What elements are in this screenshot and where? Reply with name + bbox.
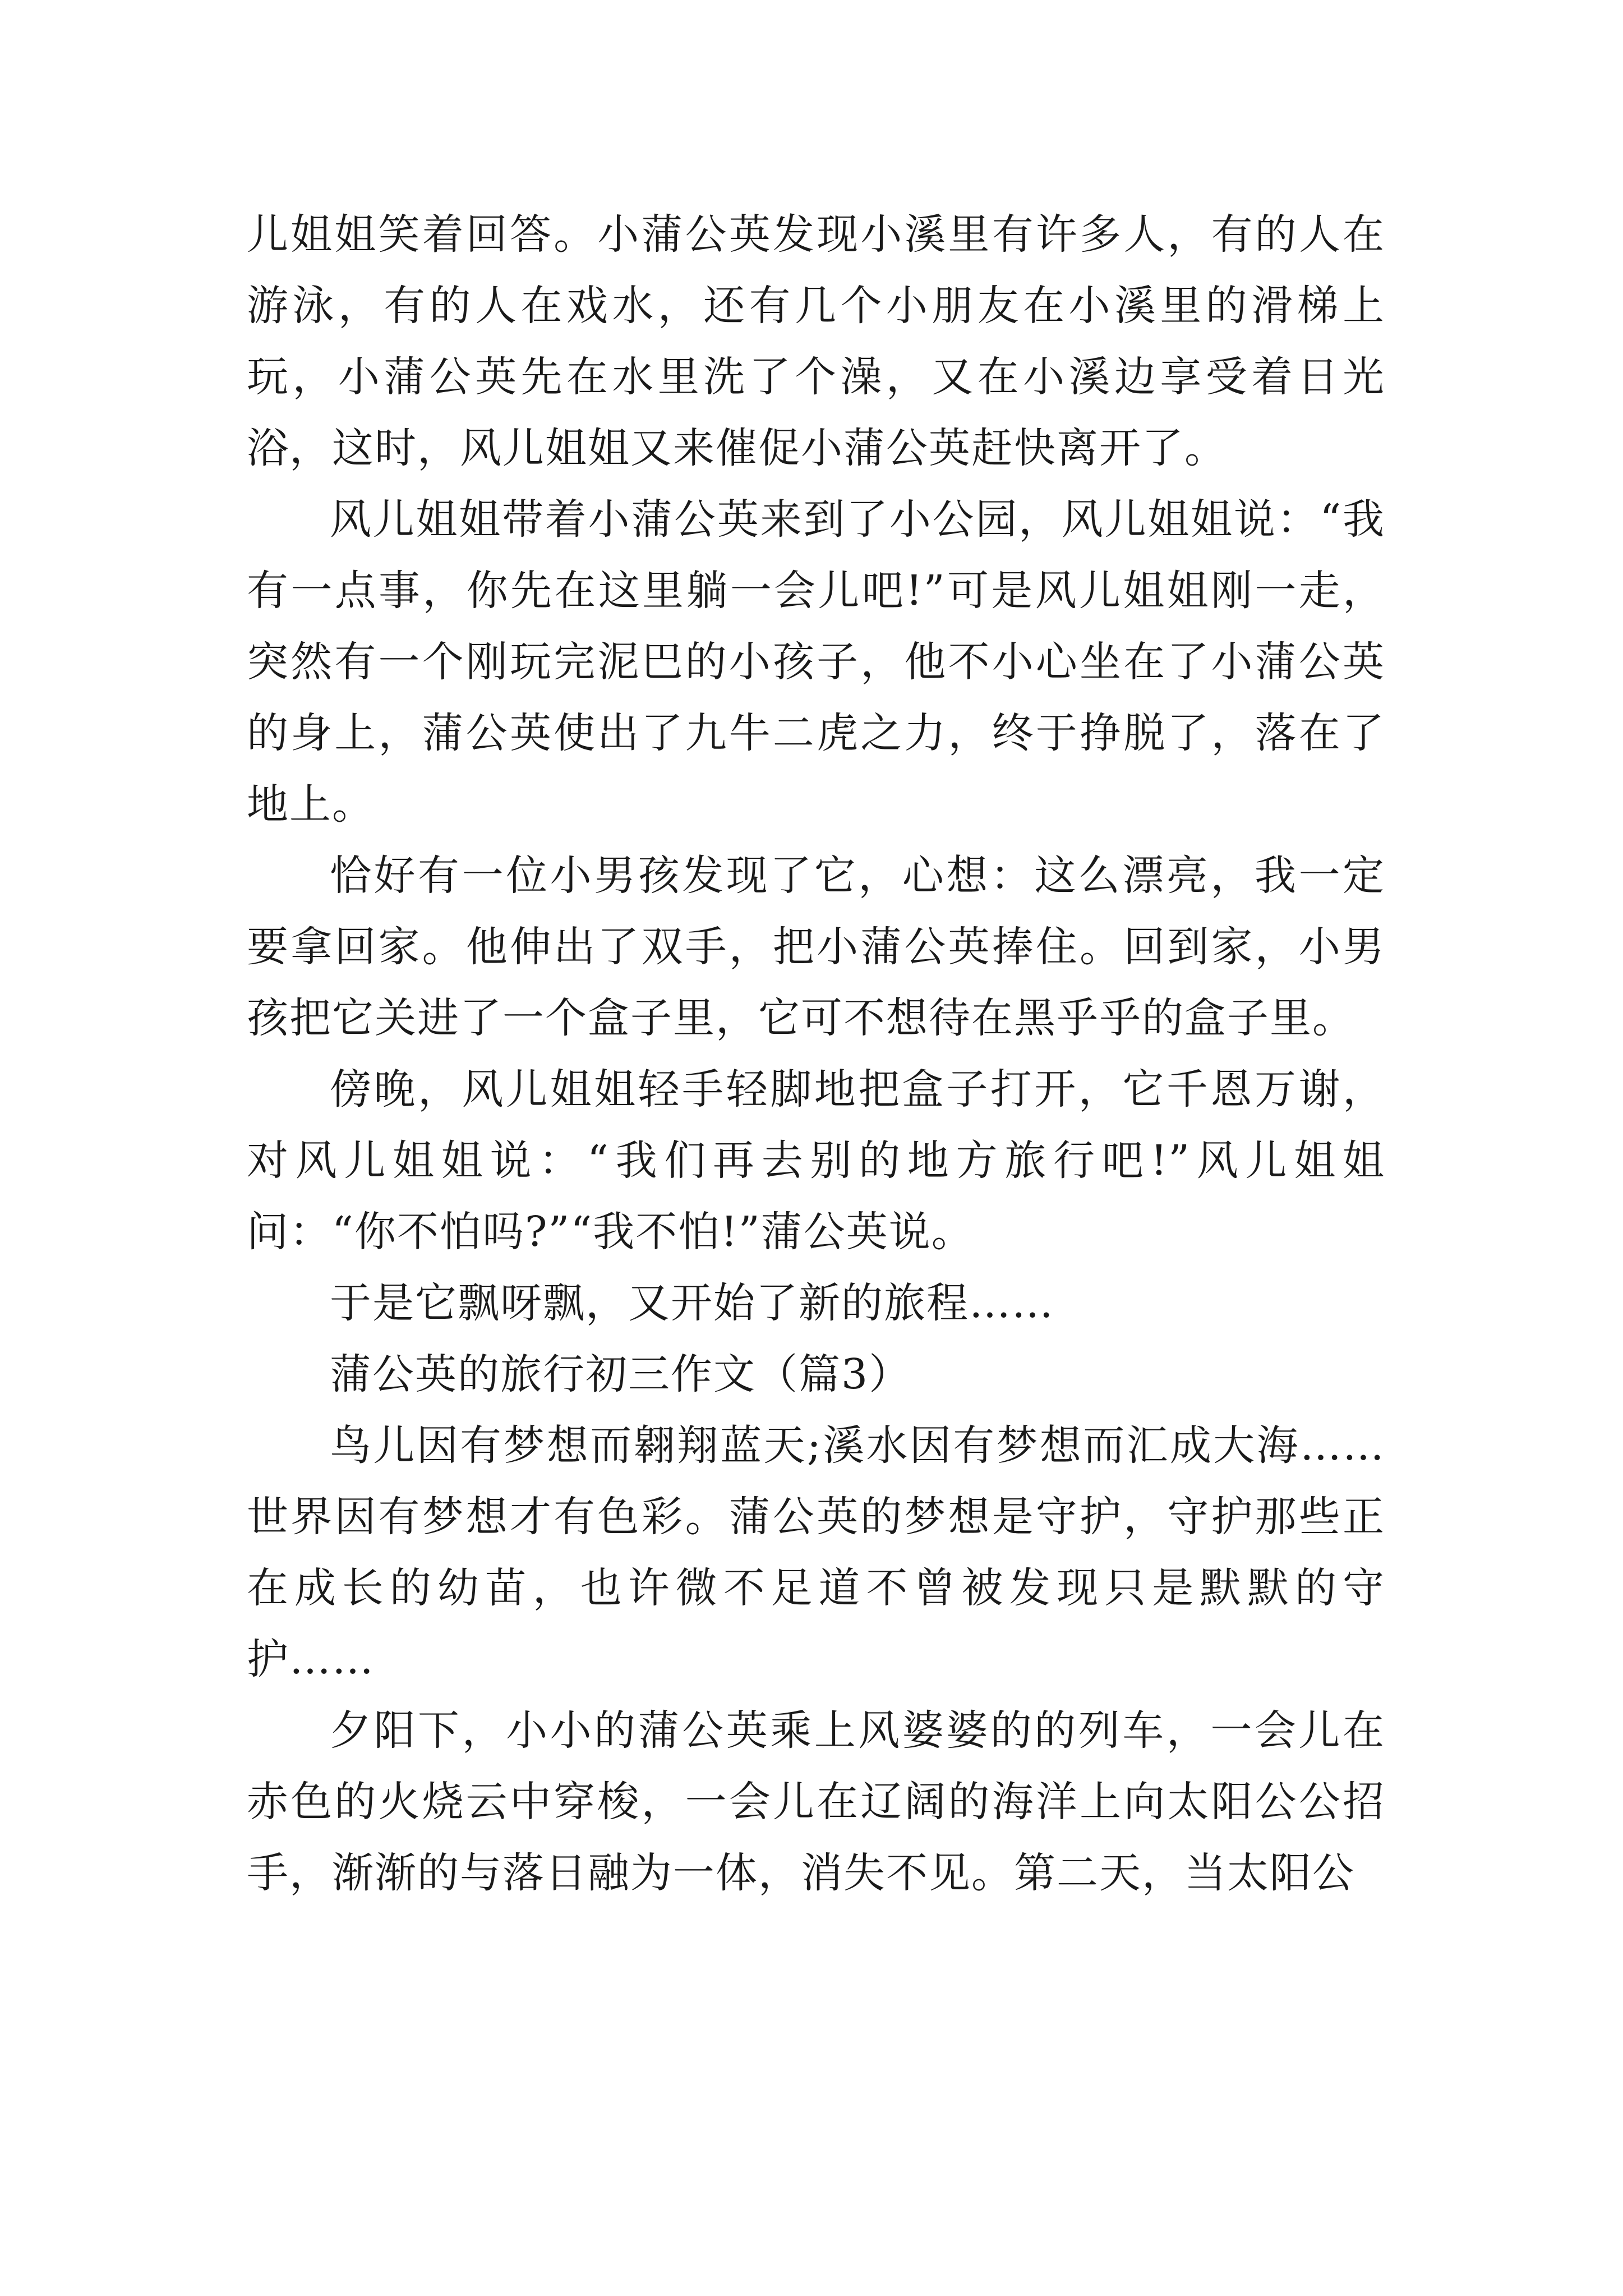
section-heading: 蒲公英的旅行初三作文（篇3）: [330, 1350, 912, 1398]
paragraph-new-journey: 于是它飘呀飘，又开始了新的旅程……: [330, 1279, 1054, 1327]
paragraph-evening: 傍晚，风儿姐姐轻手轻脚地把盒子打开，它千恩万谢，对风儿姐姐说：“我们再去别的地方旅行吧!”风儿姐姐问：“你不怕吗?”“我不怕!”蒲公英说。: [247, 1065, 1385, 1256]
paragraph-sunset: 夕阳下，小小的蒲公英乘上风婆婆的的列车，一会儿在赤色的火烧云中穿梭，一会儿在辽阔的海洋上向太阳公公招手，渐渐的与落日融为一体，消失不见。第二天，当太阳公: [247, 1706, 1385, 1897]
paragraph-park: 风儿姐姐带着小蒲公英来到了小公园，风儿姐姐说：“我有一点事，你先在这里躺一会儿吧!”可是风儿姐姐刚一走，突然有一个刚玩完泥巴的小孩子，他不小心坐在了小蒲公英的身上，蒲公英使出了九牛二虎之力，终于挣脱了，落在了地上。: [247, 495, 1385, 829]
paragraph-dreams: 鸟儿因有梦想而翱翔蓝天;溪水因有梦想而汇成大海……世界因有梦想才有色彩。蒲公英的梦想是守护，守护那些正在成长的幼苗，也许微不足道不曾被发现只是默默的守护……: [247, 1421, 1385, 1683]
paragraph-continuation: 儿姐姐笑着回答。小蒲公英发现小溪里有许多人，有的人在游泳，有的人在戏水，还有几个小朋友在小溪里的滑梯上玩，小蒲公英先在水里洗了个澡，又在小溪边享受着日光浴，这时，风儿姐姐又来催促小蒲公英赶快离开了。: [247, 210, 1385, 472]
document-page: [247, 199, 1385, 1909]
paragraph-boy: 恰好有一位小男孩发现了它，心想：这么漂亮，我一定要拿回家。他伸出了双手，把小蒲公英捧住。回到家，小男孩把它关进了一个盒子里，它可不想待在黑乎乎的盒子里。: [247, 852, 1385, 1042]
